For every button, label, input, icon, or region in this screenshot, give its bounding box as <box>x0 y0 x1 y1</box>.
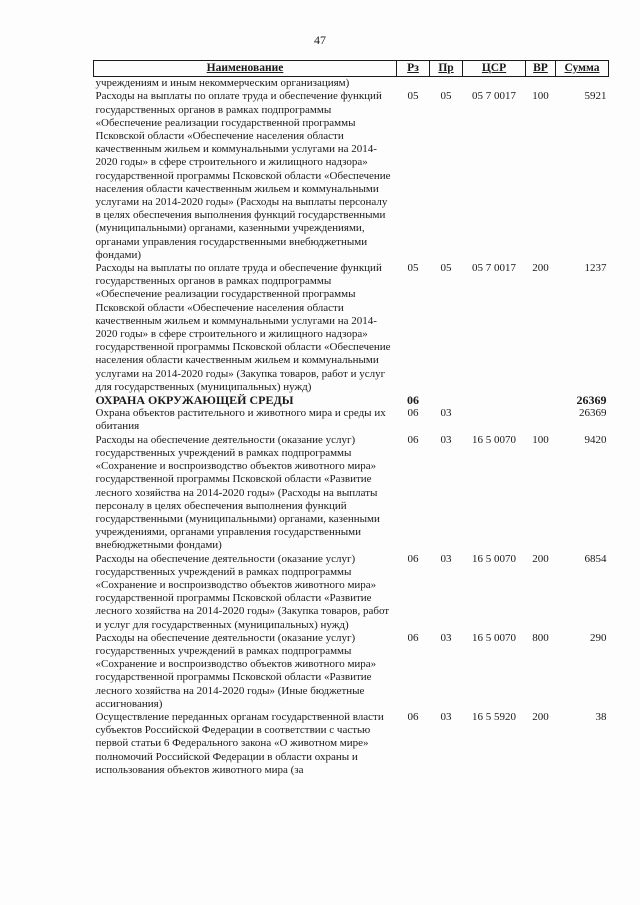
cell-csr: 16 5 5920 <box>472 710 516 723</box>
cell-csr: 16 5 0070 <box>472 552 516 565</box>
cell-rz: 06 <box>407 407 419 420</box>
cell-rz: 06 <box>407 433 419 446</box>
cell-vr: 200 <box>532 710 549 723</box>
cell-name: ОХРАНА ОКРУЖАЮЩЕЙ СРЕДЫ <box>95 393 294 408</box>
cell-vr: 100 <box>532 433 549 446</box>
cell-sum: 38 <box>595 710 607 723</box>
section-heading-row <box>94 394 609 407</box>
cell-csr: 16 5 0070 <box>472 631 516 644</box>
cell-name: Охрана объектов растительного и животного мира и среды их обитания <box>95 407 386 433</box>
cell-csr: 16 5 0070 <box>472 433 516 446</box>
table-row <box>94 553 609 632</box>
cell-rz: 06 <box>407 393 419 408</box>
cell-rz: 05 <box>407 90 419 103</box>
page-number: 47 <box>314 33 326 47</box>
cell-vr <box>526 407 556 433</box>
cell-name: Расходы на обеспечение деятельности (оказание услуг) государственных учреждений в рамках подпрограммы «Сохранение и воспроизводство объектов животного мира» государственной программы Псковской области «Развитие лесного хозяйства на 2014-2020 годы» (Иные бюджетные ассигнования) <box>95 631 377 710</box>
table-row <box>94 262 609 394</box>
header-rz: Рз <box>397 61 430 77</box>
cell-pr <box>430 394 463 407</box>
cell-pr: 03 <box>440 631 452 644</box>
cell-pr: 05 <box>440 90 452 103</box>
cell-name: Расходы на выплаты по оплате труда и обеспечение функций государственных органов в рамках подпрограммы «Обеспечение реализации государственной программы Псковской области «Обеспечение населения области качественным жильем и коммунальными услугами на 2014-2020 годы» в сфере строительного и жилищного надзора» государственной программы Псковской области «Обеспечение населения области качественным жильем и коммунальными услугами на 2014-2020 годы» (Расходы на выплаты персоналу в целях обеспечения выполнения функций государственными (муниципальными) органами, казенными учреждениями, органами управления государственными внебюджетными фондами) <box>95 90 391 261</box>
cell-vr: 100 <box>532 90 549 103</box>
cell-sum <box>556 77 609 91</box>
table-row <box>94 711 609 777</box>
cell-rz: 06 <box>407 552 419 565</box>
cell-vr <box>526 77 556 91</box>
cell-sum: 6854 <box>584 552 607 565</box>
cell-vr: 200 <box>532 552 549 565</box>
cell-name: Расходы на выплаты по оплате труда и обеспечение функций государственных органов в рамках подпрограммы «Обеспечение реализации государственной программы Псковской области «Обеспечение населения области качественным жильем и коммунальными услугами на 2014-2020 годы» в сфере строительного и жилищного надзора» государственной программы Псковской области «Обеспечение населения области качественным жильем и коммунальными услугами на 2014-2020 годы» (Закупка товаров, работ и услуг для государственных (муниципальных) нужд) <box>95 262 391 393</box>
header-csr: ЦСР <box>463 61 526 77</box>
table-row <box>94 632 609 711</box>
cell-sum: 9420 <box>584 433 607 446</box>
cell-csr <box>463 407 526 433</box>
cell-rz: 06 <box>407 710 419 723</box>
header-vr: ВР <box>526 61 556 77</box>
cell-sum: 1237 <box>584 262 607 275</box>
table-header-row <box>94 61 609 77</box>
cell-sum: 290 <box>590 631 607 644</box>
table-row <box>94 434 609 553</box>
table-row <box>94 77 609 91</box>
cell-rz: 05 <box>407 262 419 275</box>
cell-rz: 06 <box>407 631 419 644</box>
cell-name: Расходы на обеспечение деятельности (оказание услуг) государственных учреждений в рамках подпрограммы «Сохранение и воспроизводство объектов животного мира» государственной программы Псковской области «Развитие лесного хозяйства на 2014-2020 годы» (Закупка товаров, работ и услуг для государственных (муниципальных) нужд) <box>95 552 390 631</box>
cell-name: учреждениям и иным некоммерческим организациям) <box>95 77 350 90</box>
cell-csr: 05 7 0017 <box>472 262 516 275</box>
header-sum: Сумма <box>556 61 609 77</box>
cell-rz <box>397 77 430 91</box>
cell-csr: 05 7 0017 <box>472 90 516 103</box>
header-pr: Пр <box>430 61 463 77</box>
table-row <box>94 90 609 262</box>
cell-pr: 05 <box>440 262 452 275</box>
cell-pr: 03 <box>440 407 452 420</box>
cell-vr: 800 <box>532 631 549 644</box>
cell-csr <box>463 77 526 91</box>
budget-table <box>93 60 609 777</box>
cell-name: Расходы на обеспечение деятельности (оказание услуг) государственных учреждений в рамках подпрограммы «Сохранение и воспроизводство объектов животного мира» государственной программы Псковской области «Развитие лесного хозяйства на 2014-2020 годы» (Расходы на выплаты персоналу в целях обеспечения выполнения функций государственными (муниципальными) органами, казенными учреждениями, органами управления государственными внебюджетными фондами) <box>95 433 380 552</box>
cell-sum: 26369 <box>576 393 607 408</box>
cell-pr <box>430 77 463 91</box>
cell-sum: 5921 <box>584 90 607 103</box>
cell-sum: 26369 <box>579 407 607 420</box>
table-row <box>94 407 609 433</box>
header-name: Наименование <box>94 61 397 77</box>
cell-pr: 03 <box>440 710 452 723</box>
cell-vr <box>526 394 556 407</box>
cell-csr <box>463 394 526 407</box>
cell-pr: 03 <box>440 552 452 565</box>
cell-name: Осуществление переданных органам государственной власти субъектов Российской Федерации в соответствии с частью первой статьи 6 Федерального закона «О животном мире» полномочий Российской Федерации в области охраны и использования объектов животного мира (за <box>95 710 384 776</box>
cell-vr: 200 <box>532 262 549 275</box>
cell-pr: 03 <box>440 433 452 446</box>
